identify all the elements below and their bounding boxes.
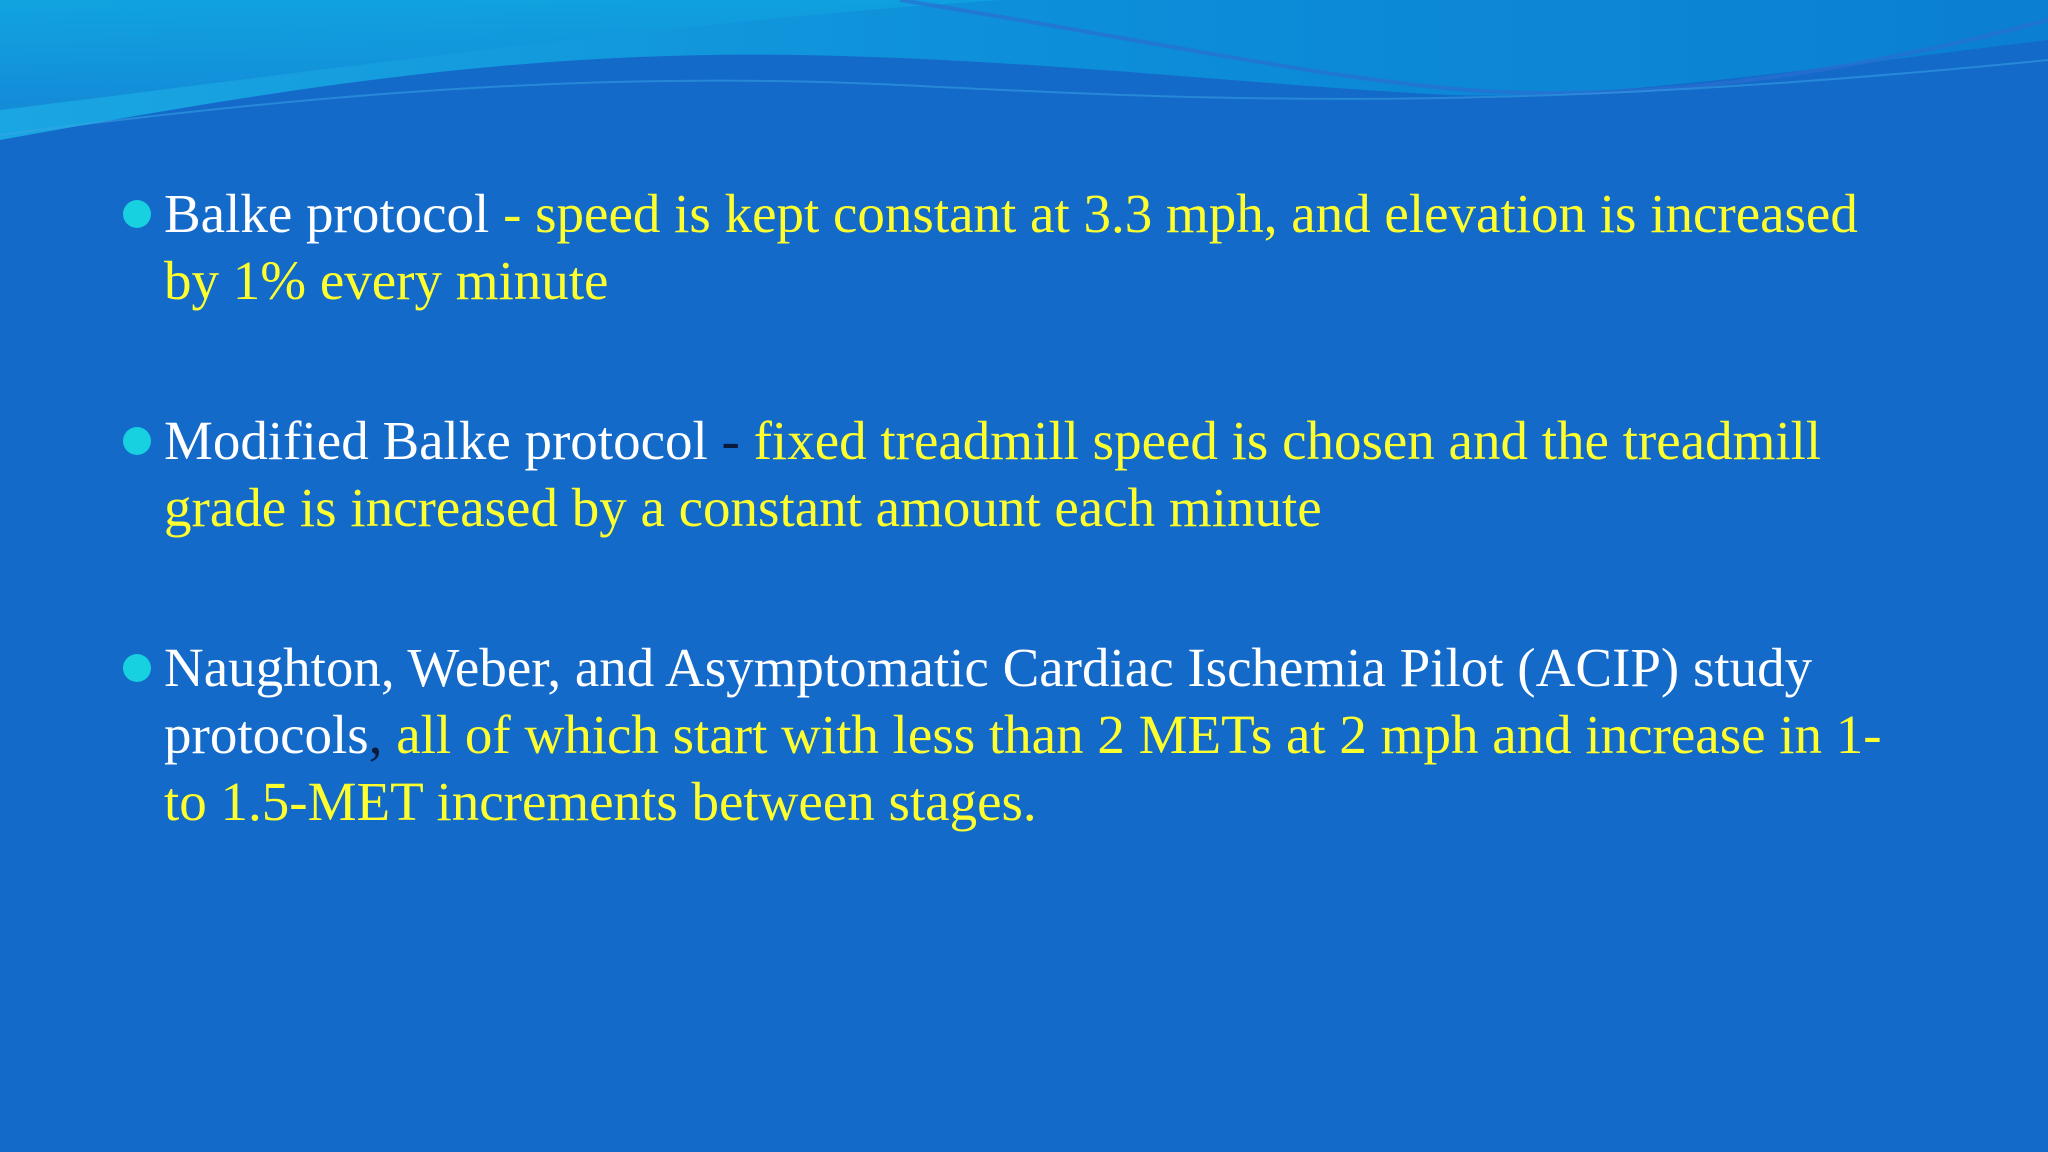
bullet-dot-icon bbox=[123, 200, 151, 228]
bullet-list bbox=[120, 180, 1920, 928]
bullet-separator: , bbox=[368, 704, 397, 765]
bullet-item-modified-balke bbox=[120, 407, 1920, 541]
bullet-term: Balke protocol bbox=[164, 183, 490, 244]
bullet-term: Modified Balke protocol bbox=[164, 410, 708, 471]
bullet-dot-icon bbox=[123, 427, 151, 455]
bullet-separator: - bbox=[489, 183, 536, 244]
bullet-description: all of which start with less than 2 METs at 2 mph and increase in 1- to 1.5-MET increments between stages. bbox=[164, 704, 1882, 832]
bullet-dot-icon bbox=[123, 654, 151, 682]
bullet-term: Naughton, Weber, and Asymptomatic Cardiac Ischemia Pilot (ACIP) study protocols bbox=[164, 637, 1813, 765]
bullet-description: fixed treadmill speed is chosen and the treadmill grade is increased by a constant amount each minute bbox=[164, 410, 1822, 538]
bullet-description: speed is kept constant at 3.3 mph, and elevation is increased by 1% every minute bbox=[164, 183, 1858, 311]
bullet-separator: - bbox=[707, 410, 754, 471]
bullet-item-balke bbox=[120, 180, 1920, 314]
bullet-item-naughton-weber-acip bbox=[120, 634, 1920, 835]
header-wave-decoration bbox=[0, 0, 2048, 180]
